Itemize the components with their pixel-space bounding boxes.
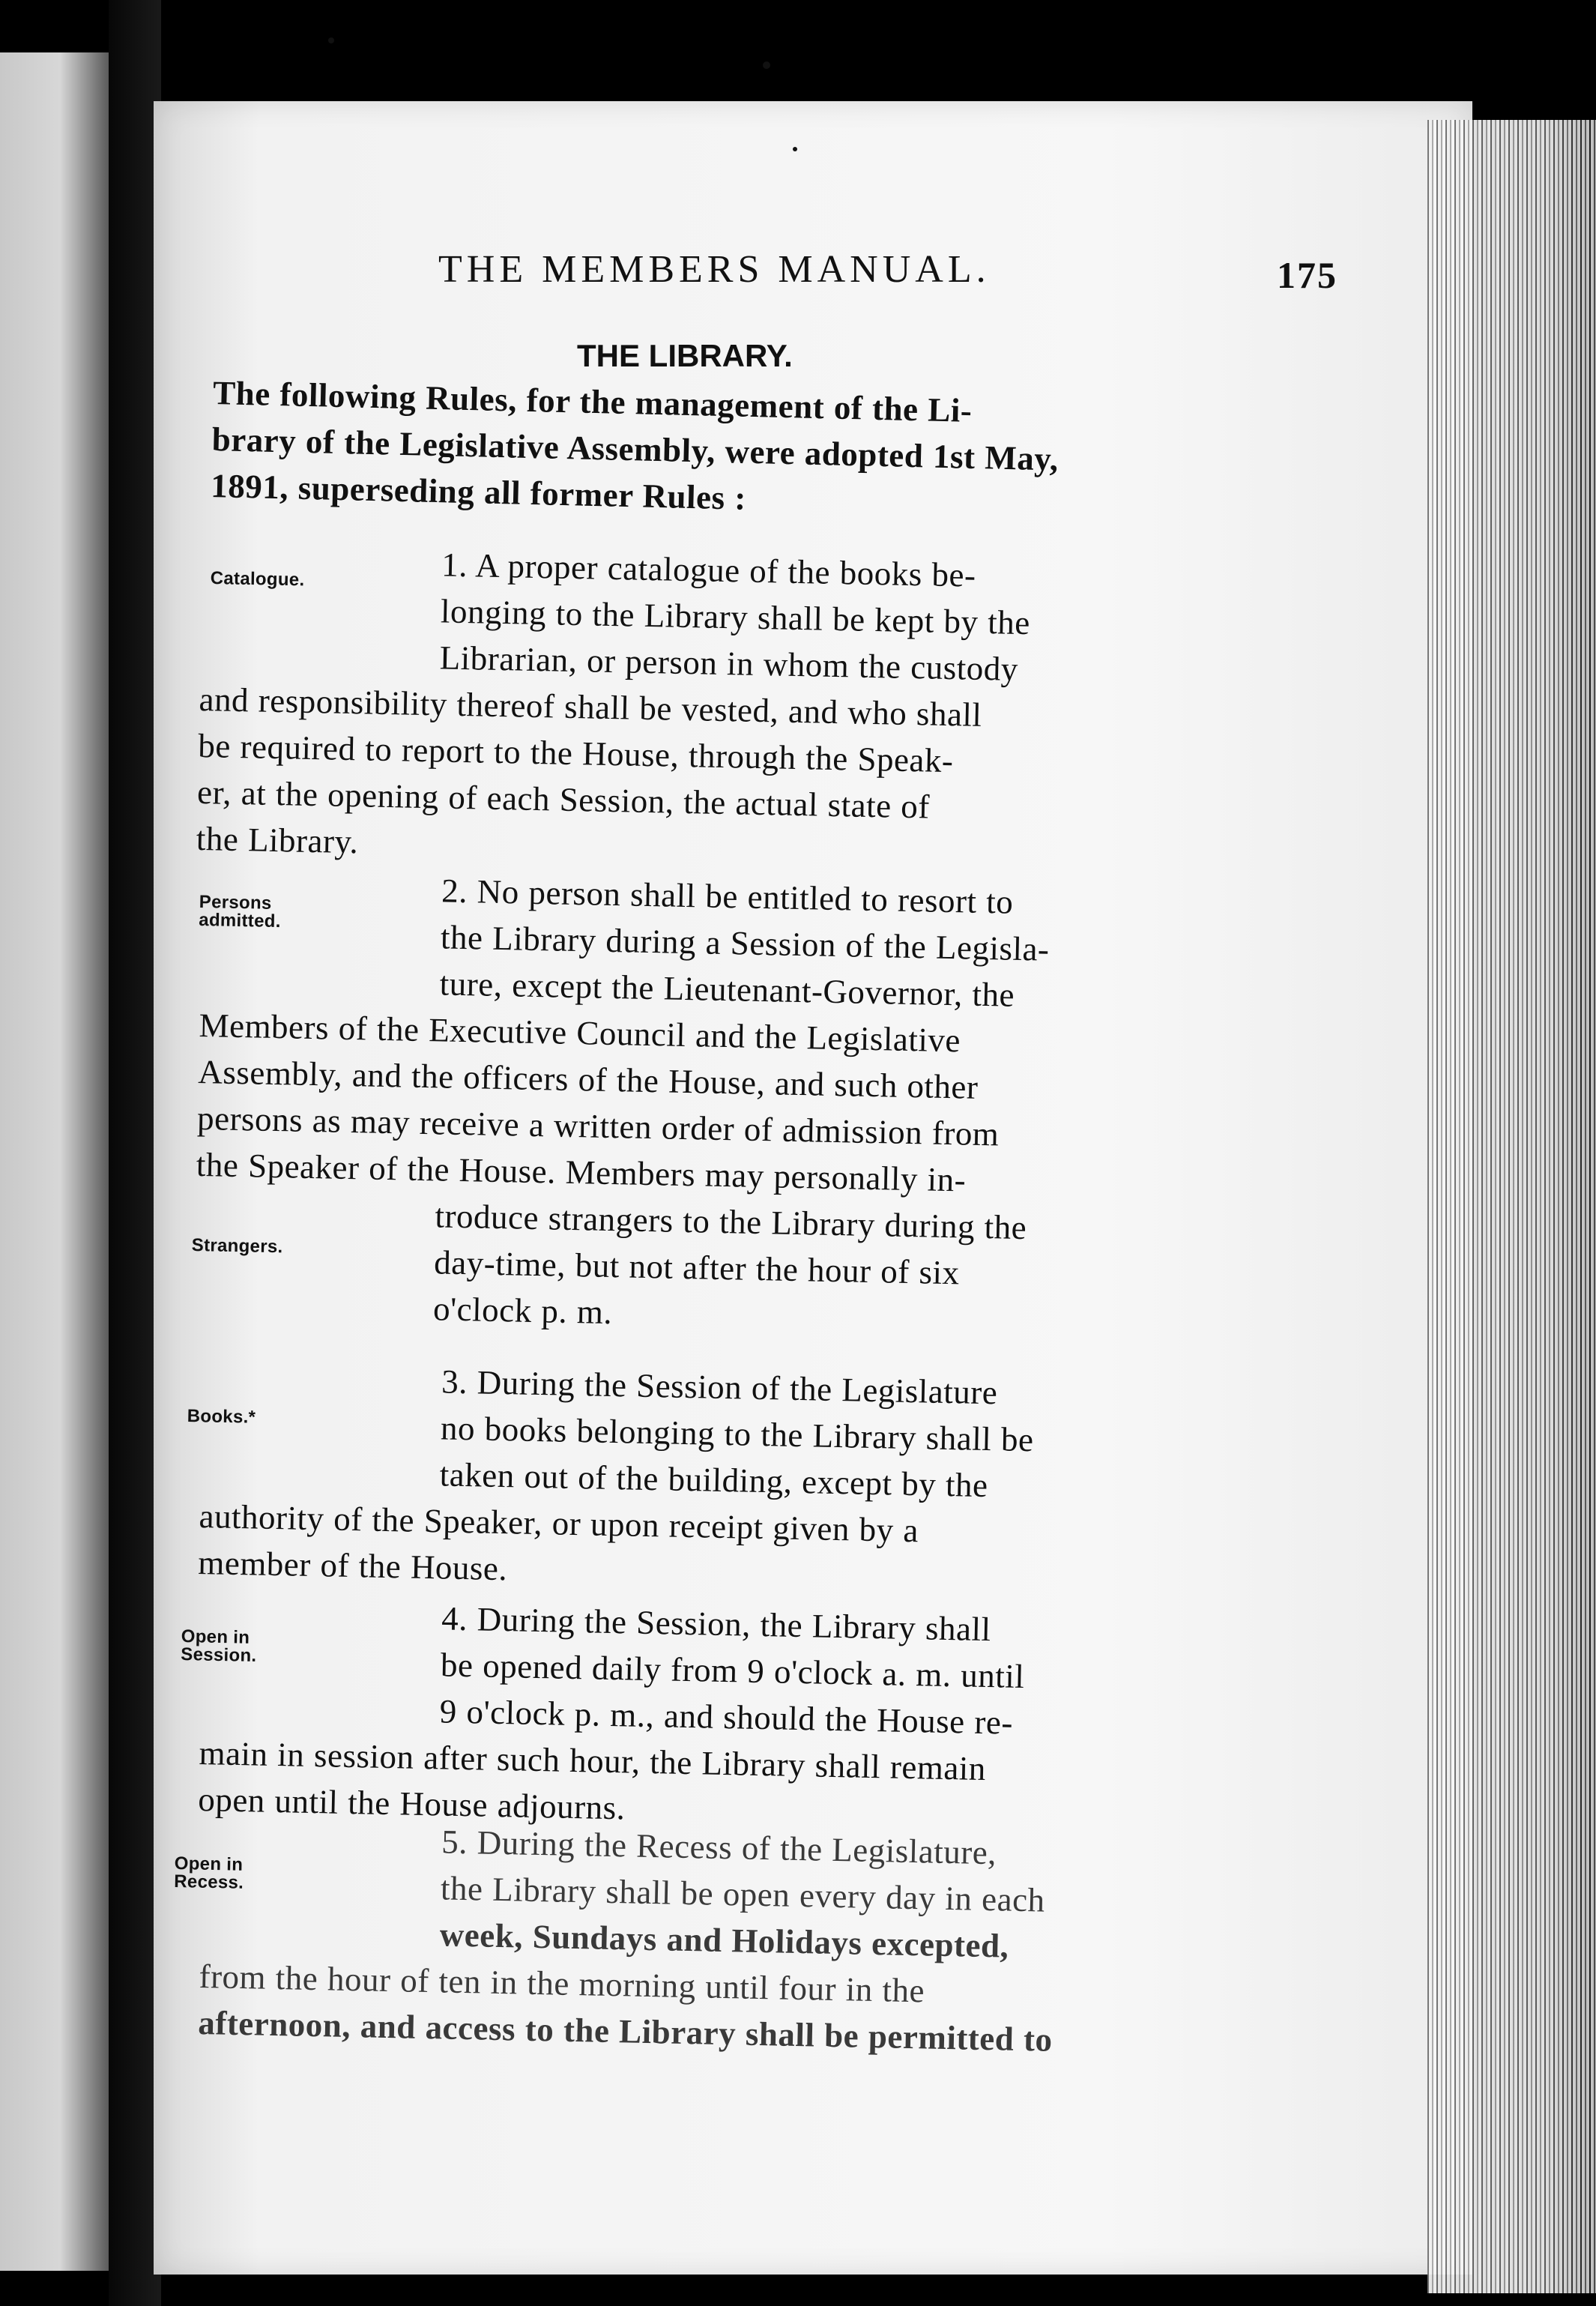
page-number: 175 (1277, 254, 1337, 296)
rule-line: the Speaker of the House. Members may personally in- (196, 1145, 967, 1199)
rule-line: be opened daily from 9 o'clock a. m. until (440, 1646, 1025, 1696)
rule-line: taken out of the building, except by the (439, 1455, 989, 1505)
rule-line: 2. No person shall be entitled to resort to (441, 872, 1014, 921)
rule-line: day-time, but not after the hour of six (433, 1243, 961, 1292)
rule-line: 9 o'clock p. m., and should the House re- (439, 1692, 1014, 1742)
rule-line: 5. During the Recess of the Legislature, (441, 1823, 997, 1872)
scan-speck (763, 61, 770, 69)
rule-line: o'clock p. m. (432, 1290, 613, 1332)
rule-line: member of the House. (197, 1543, 508, 1588)
margin-note-catalogue: Catalogue. (210, 568, 305, 591)
rule-line: 3. During the Session of the Legislature (441, 1362, 998, 1412)
scan-speck (793, 147, 797, 151)
margin-note-line: Recess. (174, 1871, 244, 1893)
rule-line: the Library during a Session of the Legisla- (440, 918, 1050, 968)
rule-line: from the hour of ten in the morning until four in the (199, 1957, 925, 2010)
rule-line: 4. During the Session, the Library shall (441, 1599, 992, 1649)
rule-3-paragraph (198, 1353, 1191, 1605)
rule-line: open until the House adjourns. (197, 1780, 626, 1827)
rule-line: ture, except the Lieutenant-Governor, the (439, 965, 1015, 1014)
left-page-edge (0, 52, 109, 2271)
rule-line: afternoon, and access to the Library shall be permitted to (197, 2003, 1054, 2059)
rule-2-paragraph (193, 863, 1191, 1347)
rule-line: Members of the Executive Council and the Legislative (199, 1006, 961, 1060)
rule-line: authority of the Speaker, or upon receipt given by a (199, 1497, 919, 1550)
rule-4-paragraph (198, 1590, 1191, 1842)
page-header (438, 247, 1337, 307)
intro-line: brary of the Legislative Assembly, were adopted 1st May, (211, 420, 1060, 478)
rule-1-paragraph (196, 537, 1191, 881)
margin-note-line: Session. (181, 1644, 257, 1666)
page-edges (1427, 120, 1596, 2293)
margin-note-line: Open in (174, 1853, 244, 1875)
running-title: THE MEMBERS MANUAL. (438, 248, 991, 291)
rule-line: week, Sundays and Holidays excepted, (439, 1916, 1009, 1965)
margin-note-books: Books.* (187, 1406, 256, 1428)
rule-line: er, at the opening of each Session, the actual state of (196, 773, 931, 826)
intro-line: 1891, superseding all former Rules : (210, 466, 747, 517)
scan-speck (328, 37, 334, 43)
intro-line: The following Rules, for the management of the Li- (212, 373, 973, 429)
rule-line: no books belonging to the Library shall be (440, 1409, 1035, 1459)
rule-line: the Library shall be open every day in each (440, 1869, 1046, 1919)
rule-line: be required to report to the House, through the Speak- (197, 726, 954, 780)
rule-line: persons as may receive a written order of admission from (196, 1099, 1000, 1153)
section-heading: THE LIBRARY. (577, 338, 793, 373)
rule-line: and responsibility thereof shall be vested, and who shall (199, 680, 982, 734)
rule-line: troduce strangers to the Library during the (435, 1197, 1027, 1247)
introductory-paragraph (211, 369, 1180, 531)
margin-note-line: Open in (181, 1626, 250, 1648)
rule-line: the Library. (196, 819, 359, 861)
rule-line: Librarian, or person in whom the custody (439, 639, 1019, 688)
rule-line: longing to the Library shall be kept by the (440, 592, 1031, 642)
margin-note-line: Persons (199, 892, 272, 914)
margin-note-strangers: Strangers. (191, 1235, 283, 1258)
rule-line: Assembly, and the officers of the House, and such other (197, 1052, 979, 1106)
rule-line: 1. A proper catalogue of the books be- (441, 546, 976, 594)
margin-note-line: admitted. (199, 909, 281, 932)
rule-5-paragraph (198, 1814, 1191, 2065)
rule-line: main in session after such hour, the Library shall remain (199, 1733, 987, 1788)
